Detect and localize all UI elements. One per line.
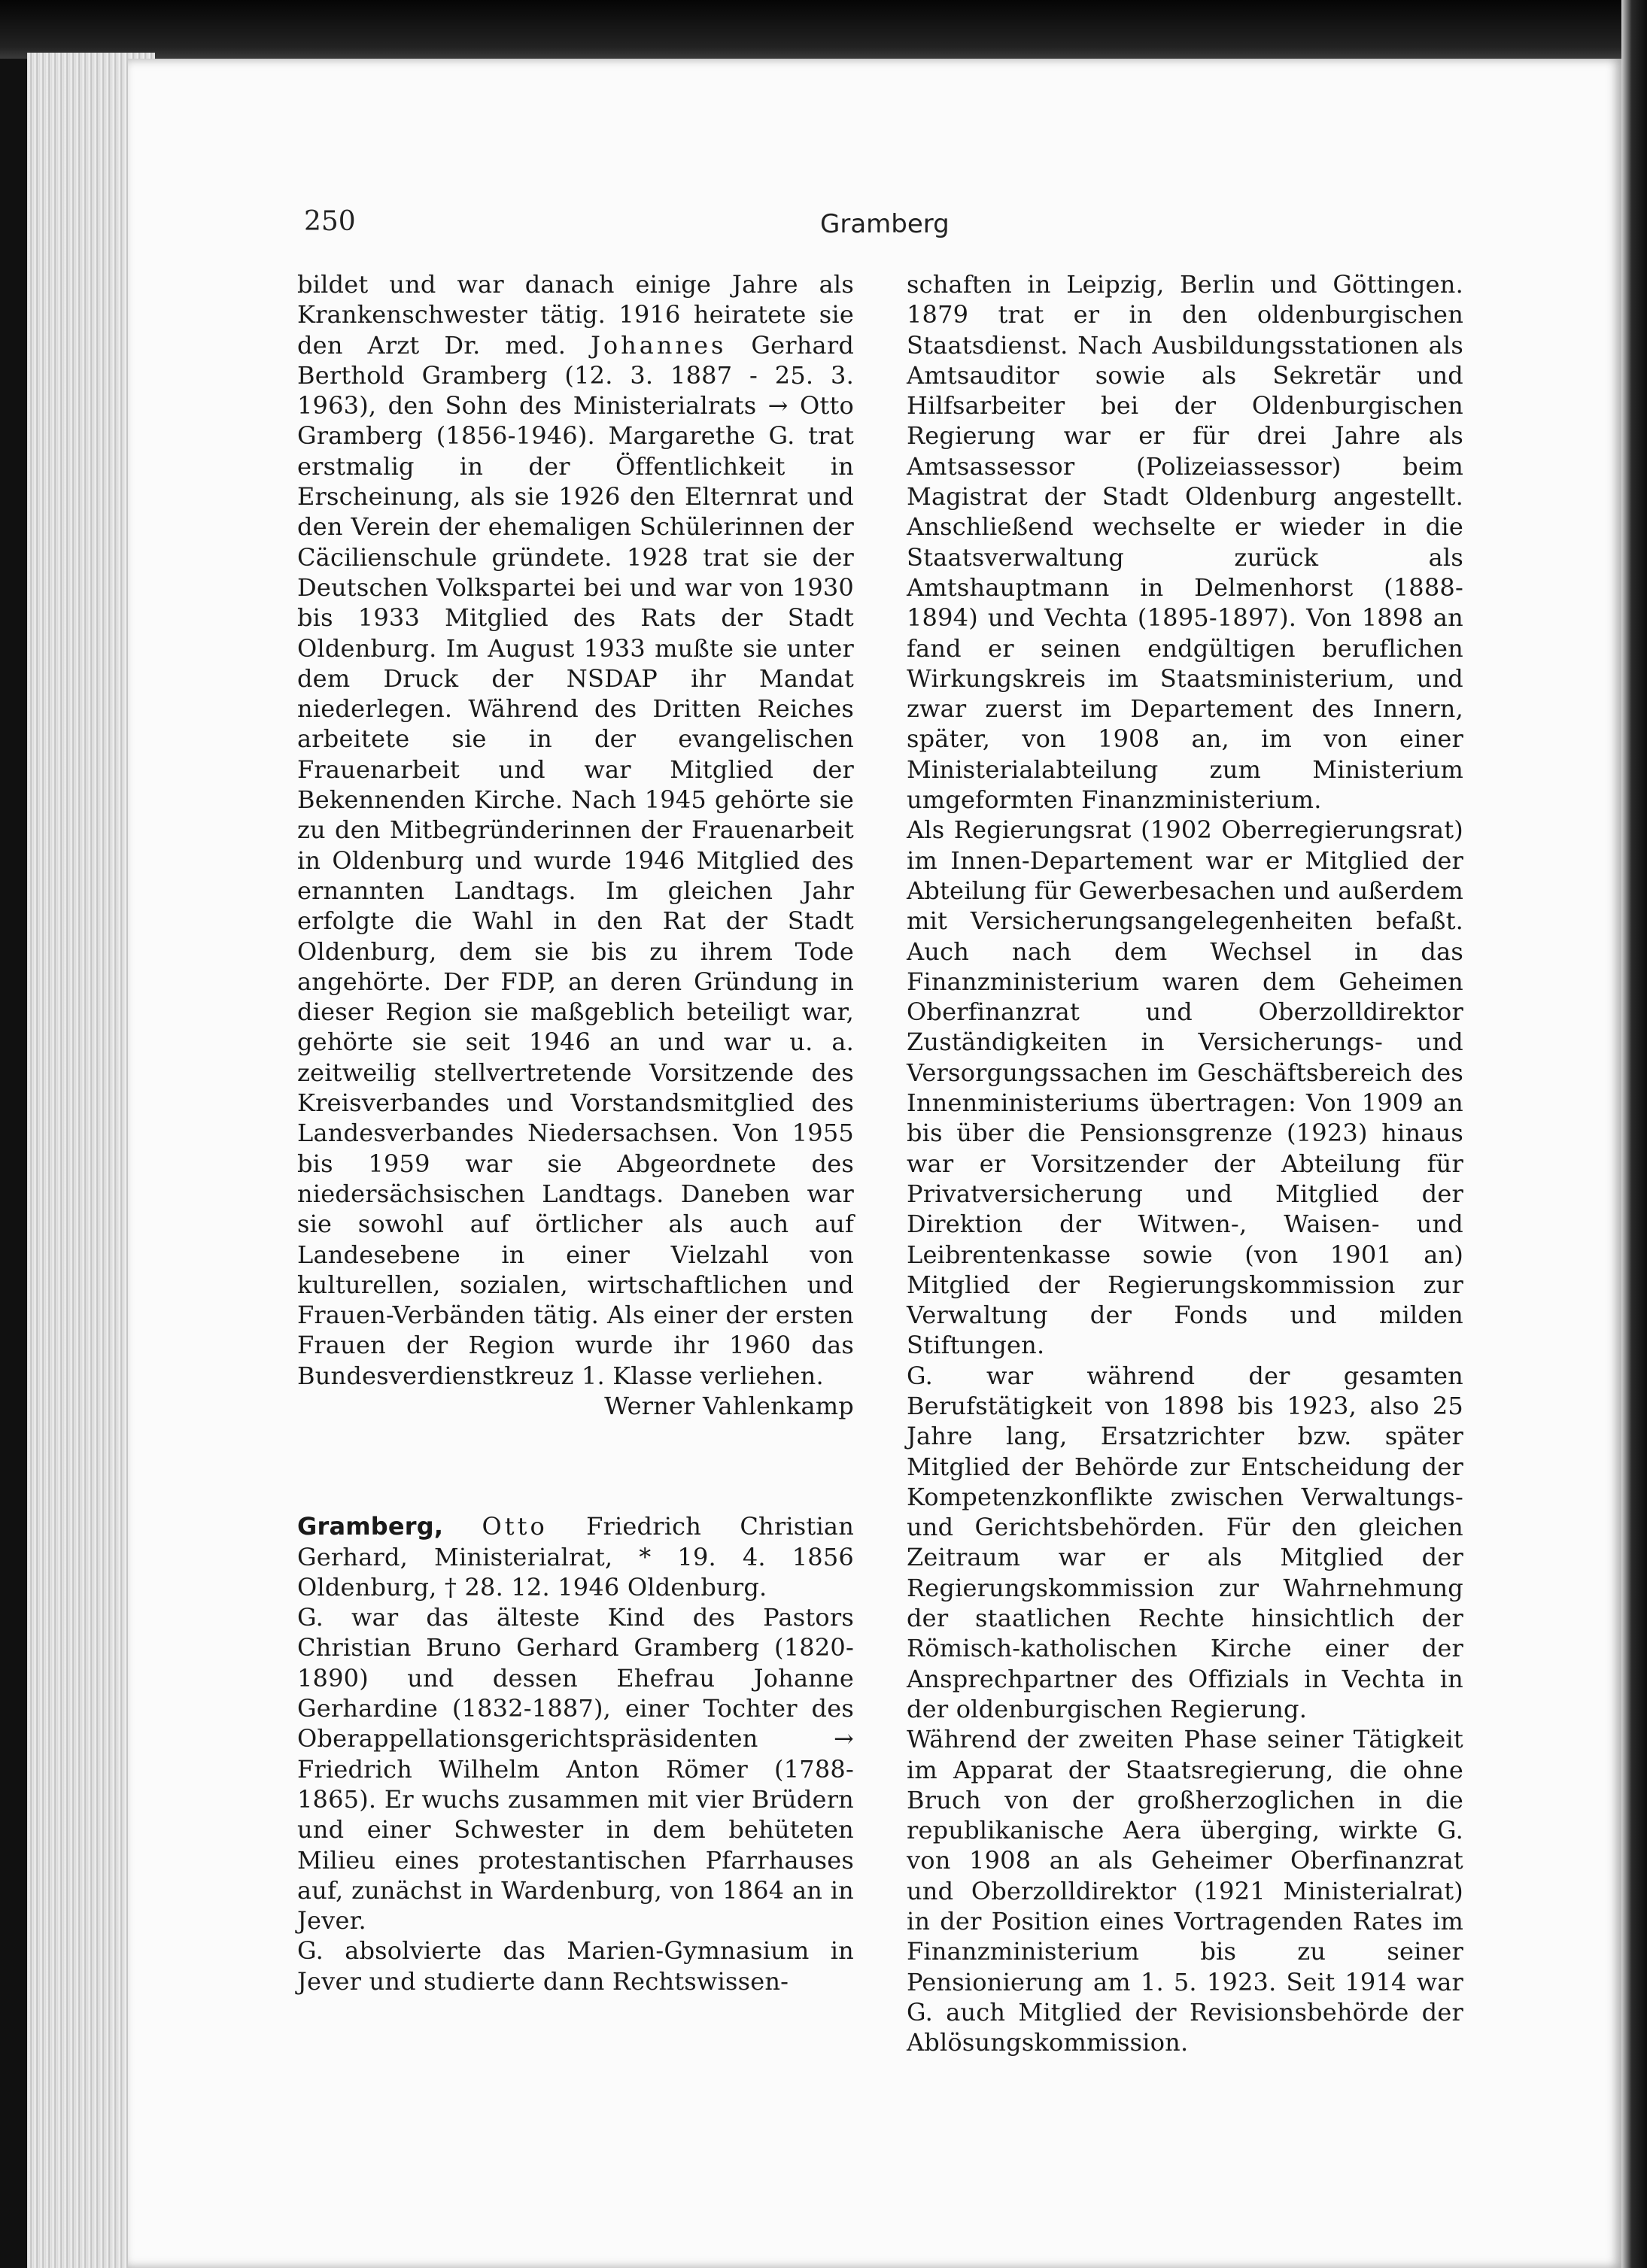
paragraph: G. absolvierte das Marien-Gymnasium in Jever und studierte dann Rechtswissen- xyxy=(297,1936,854,1996)
left-column xyxy=(297,269,854,1996)
paragraph: schaften in Leipzig, Berlin und Göttingen. 1879 trat er in den oldenburgischen Staatsdienst. Nach Ausbildungsstationen als Amtsauditor sowie als Sekretär und Hilfsarbeiter bei der Oldenburgischen Regierung war er für drei Jahre als Amtsassessor (Polizeiassessor) beim Magistrat der Stadt Oldenburg angestellt. Anschließend wechselte er wieder in die Staatsverwaltung zurück als Amtshauptmann in Delmenhorst (1888-1894) und Vechta (1895-1897). Von 1898 an fand er seinen endgültigen beruflichen Wirkungskreis im Staatsministerium, und zwar zuerst im Departement des Innern, später, von 1908 an, im von einer Ministerialabteilung zum Ministerium umgeformten Finanzministerium. xyxy=(907,270,1463,815)
page-number: 250 xyxy=(304,206,356,237)
running-title: Gramberg xyxy=(820,209,950,239)
paragraph: G. war während der gesamten Berufstätigkeit von 1898 bis 1923, also 25 Jahre lang, Ersatzrichter bzw. später Mitglied der Behörde zur Entscheidung der Kompetenzkonflikte zwischen Verwaltungs- und Gerichtsbehörden. Für den gleichen Zeitraum war er als Mitglied der Regierungskommission zur Wahrnehmung der staatlichen Rechte hinsichtlich der Römisch-katholischen Kirche einer der Ansprechpartner des Offizials in Vechta in der oldenburgischen Regierung. xyxy=(907,1361,1463,1723)
scan-top-border xyxy=(0,0,1647,59)
right-column xyxy=(907,269,1463,2058)
paragraph: G. war das älteste Kind des Pastors Christian Bruno Gerhard Gramberg (1820-1890) und dessen Ehefrau Johanne Gerhardine (1832-1887), einer Tochter des Oberappellationsgerichtspräsidenten → Friedrich Wilhelm Anton Römer (1788-1865). Er wuchs zusammen mit vier Brüdern und einer Schwester in dem behüteten Milieu eines protestantischen Pfarrhauses auf, zunächst in Wardenburg, von 1864 an in Jever. xyxy=(297,1603,854,1936)
scan-right-border xyxy=(1621,0,1647,2268)
paragraph: Während der zweiten Phase seiner Tätigkeit im Apparat der Staatsregierung, die ohne Bruch von der großherzoglichen in die republikanische Aera überging, wirkte G. von 1908 an als Geheimer Oberfinanzrat und Oberzolldirektor (1921 Ministerialrat) in der Position eines Vortragenden Rates im Finanzministerium bis zu seiner Pensionierung am 1. 5. 1923. Seit 1914 war G. auch Mitglied der Revisionsbehörde der Ablösungskommission. xyxy=(907,1725,1463,2057)
paragraph: bildet und war danach einige Jahre als Krankenschwester tätig. 1916 heiratete sie den Arzt Dr. med. Johannes Gerhard Berthold Gramberg (12. 3. 1887 - 25. 3. 1963), den Sohn des Ministerialrats → Otto Gramberg (1856-1946). Margarethe G. trat erstmalig in der Öffentlichkeit in Erscheinung, als sie 1926 den Elternrat und den Verein der ehemaligen Schülerinnen der Cäcilienschule gründete. 1928 trat sie der Deutschen Volkspartei bei und war von 1930 bis 1933 Mitglied des Rats der Stadt Oldenburg. Im August 1933 mußte sie unter dem Druck der NSDAP ihr Mandat niederlegen. Während des Dritten Reiches arbeitete sie in der evangelischen Frauenarbeit und war Mitglied der Bekennenden Kirche. Nach 1945 gehörte sie zu den Mitbegründerinnen der Frauenarbeit in Oldenburg und wurde 1946 Mitglied des ernannten Landtags. Im gleichen Jahr erfolgte die Wahl in den Rat der Stadt Oldenburg, dem sie bis zu ihrem Tode angehörte. Der FDP, an deren Gründung in dieser Region sie maßgeblich beteiligt war, gehörte sie seit 1946 an und war u. a. zeitweilig stellvertretende Vorsitzende des Kreisverbandes und Vorstandsmitglied des Landesverbandes Niedersachsen. Von 1955 bis 1959 war sie Abgeordnete des niedersächsischen Landtags. Daneben war sie sowohl auf örtlicher als auch auf Landesebene in einer Vielzahl von kulturellen, sozialen, wirtschaftlichen und Frauen-Verbänden tätig. Als einer der ersten Frauen der Region wurde ihr 1960 das Bundesverdienstkreuz 1. Klasse verliehen. xyxy=(297,270,855,1390)
author-signature: Werner Vahlenkamp xyxy=(604,1391,854,1420)
paragraph: Als Regierungsrat (1902 Oberregierungsrat) im Innen-Departement war er Mitglied der Abteilung für Gewerbesachen und außerdem mit Versicherungsangelegenheiten befaßt. Auch nach dem Wechsel in das Finanzministerium waren dem Geheimen Oberfinanzrat und Oberzolldirektor Zuständigkeiten in Versicherungs- und Versorgungssachen im Geschäftsbereich des Innenministeriums übertragen: Von 1909 an bis über die Pensionsgrenze (1923) hinaus war er Vorsitzender der Abteilung für Privatversicherung und Mitglied der Direktion der Witwen-, Waisen- und Leibrentenkasse sowie (von 1901 an) Mitglied der Regierungskommission zur Verwaltung der Fonds und milden Stiftungen. xyxy=(907,815,1463,1360)
entry-heading: Gramberg, Otto Friedrich Christian Gerhard, Ministerialrat, * 19. 4. 1856 Oldenburg, † 28. 12. 1946 Oldenburg. xyxy=(297,1512,854,1602)
entry-separator xyxy=(297,1421,854,1511)
